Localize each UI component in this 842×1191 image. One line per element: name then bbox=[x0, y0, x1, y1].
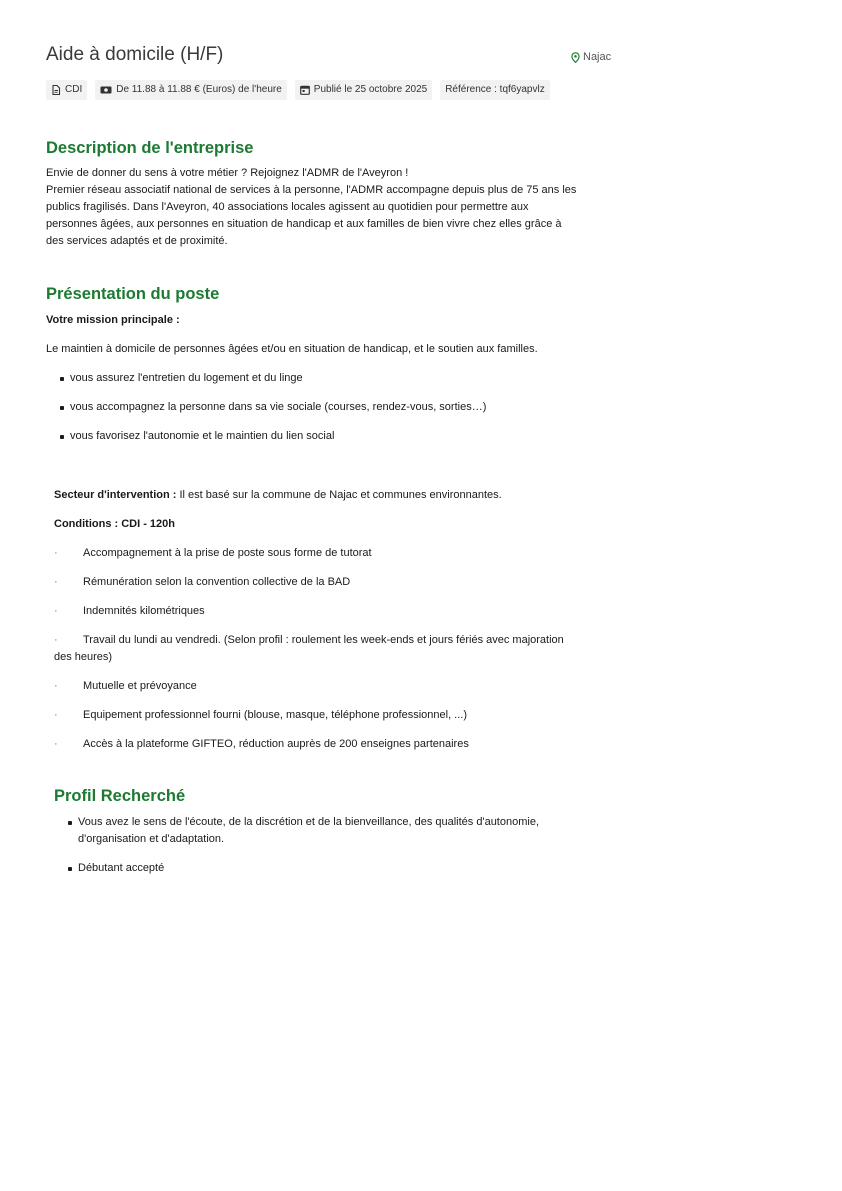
condition-item bbox=[54, 707, 467, 724]
tag-contract bbox=[46, 80, 87, 100]
sector-text: Il est basé sur la commune de Najac et communes environnantes. bbox=[176, 489, 502, 501]
condition-text: Travail du lundi au vendredi. (Selon profil : roulement les week-ends et jours fériés avec majoration bbox=[83, 634, 564, 646]
mission-label: Votre mission principale : bbox=[46, 314, 180, 326]
location bbox=[571, 51, 611, 63]
tag-contract-label: CDI bbox=[65, 84, 83, 95]
list-item: vous assurez l'entretien du logement et du linge bbox=[60, 370, 486, 387]
job-tags bbox=[46, 80, 550, 100]
company-heading: Description de l'entreprise bbox=[46, 139, 254, 157]
money-icon bbox=[100, 85, 112, 95]
company-line: personnes âgées, aux personnes en situation de handicap et aux familles de bien vivre chez elles grâce à bbox=[46, 218, 562, 230]
condition-item bbox=[54, 545, 372, 562]
tag-salary bbox=[95, 80, 287, 100]
condition-text: Equipement professionnel fourni (blouse, masque, téléphone professionnel, ...) bbox=[83, 709, 468, 721]
company-line: Premier réseau associatif national de services à la personne, l'ADMR accompagne depuis plus de 75 ans les bbox=[46, 184, 577, 196]
condition-bullet: · bbox=[54, 634, 58, 646]
condition-bullet: · bbox=[54, 547, 58, 559]
tag-published bbox=[295, 80, 432, 100]
profile-heading: Profil Recherché bbox=[54, 787, 186, 805]
condition-item bbox=[54, 603, 205, 620]
mission-text: Le maintien à domicile de personnes âgées et/ou en situation de handicap, et le soutien aux familles. bbox=[46, 343, 538, 355]
conditions-label: Conditions : CDI - 120h bbox=[54, 518, 175, 530]
list-item: vous favorisez l'autonomie et le maintien du lien social bbox=[60, 428, 486, 445]
position-heading: Présentation du poste bbox=[46, 285, 220, 303]
condition-text: Accompagnement à la prise de poste sous forme de tutorat bbox=[83, 547, 372, 559]
sector-label: Secteur d'intervention : bbox=[54, 489, 177, 501]
tag-salary-label: De 11.88 à 11.88 € (Euros) de l'heure bbox=[116, 84, 282, 95]
company-line: Envie de donner du sens à votre métier ? Rejoignez l'ADMR de l'Aveyron ! bbox=[46, 167, 409, 179]
list-item: vous accompagnez la personne dans sa vie sociale (courses, rendez-vous, sorties…) bbox=[60, 399, 486, 416]
tag-published-label: Publié le 25 octobre 2025 bbox=[313, 84, 428, 95]
tag-reference-label: Référence : tqf6yapvlz bbox=[445, 84, 545, 95]
condition-item bbox=[54, 632, 564, 666]
company-line: publics fragilisés. Dans l'Aveyron, 40 associations locales agissent au quotidien pour permettre aux bbox=[46, 201, 529, 213]
condition-item bbox=[54, 678, 197, 695]
condition-text-continued: des heures) bbox=[54, 651, 113, 663]
condition-text: Mutuelle et prévoyance bbox=[83, 680, 197, 692]
profile-line: d'organisation et d'adaptation. bbox=[78, 833, 225, 845]
list-item: Débutant accepté bbox=[68, 860, 539, 877]
condition-bullet: · bbox=[54, 738, 58, 750]
tag-reference bbox=[440, 80, 550, 100]
condition-text: Rémunération selon la convention collective de la BAD bbox=[83, 576, 351, 588]
calendar-icon bbox=[300, 85, 310, 95]
company-description bbox=[46, 165, 626, 250]
condition-bullet: · bbox=[54, 605, 58, 617]
map-pin-icon bbox=[571, 52, 580, 63]
condition-item bbox=[54, 736, 469, 753]
mission-list bbox=[60, 370, 486, 445]
document-icon bbox=[51, 85, 61, 95]
condition-bullet: · bbox=[54, 709, 58, 721]
list-item bbox=[68, 814, 539, 848]
sector bbox=[54, 487, 502, 504]
profile-line: Vous avez le sens de l'écoute, de la discrétion et de la bienveillance, des qualités d'autonomie, bbox=[78, 816, 539, 828]
condition-bullet: · bbox=[54, 576, 58, 588]
condition-text: Accès à la plateforme GIFTEO, réduction auprès de 200 enseignes partenaires bbox=[83, 738, 469, 750]
condition-text: Indemnités kilométriques bbox=[83, 605, 205, 617]
job-title: Aide à domicile (H/F) bbox=[46, 44, 224, 65]
profile-list bbox=[68, 814, 539, 877]
condition-item bbox=[54, 574, 350, 591]
location-text: Najac bbox=[583, 51, 612, 63]
company-line: des services adaptés et de proximité. bbox=[46, 235, 228, 247]
condition-bullet: · bbox=[54, 680, 58, 692]
